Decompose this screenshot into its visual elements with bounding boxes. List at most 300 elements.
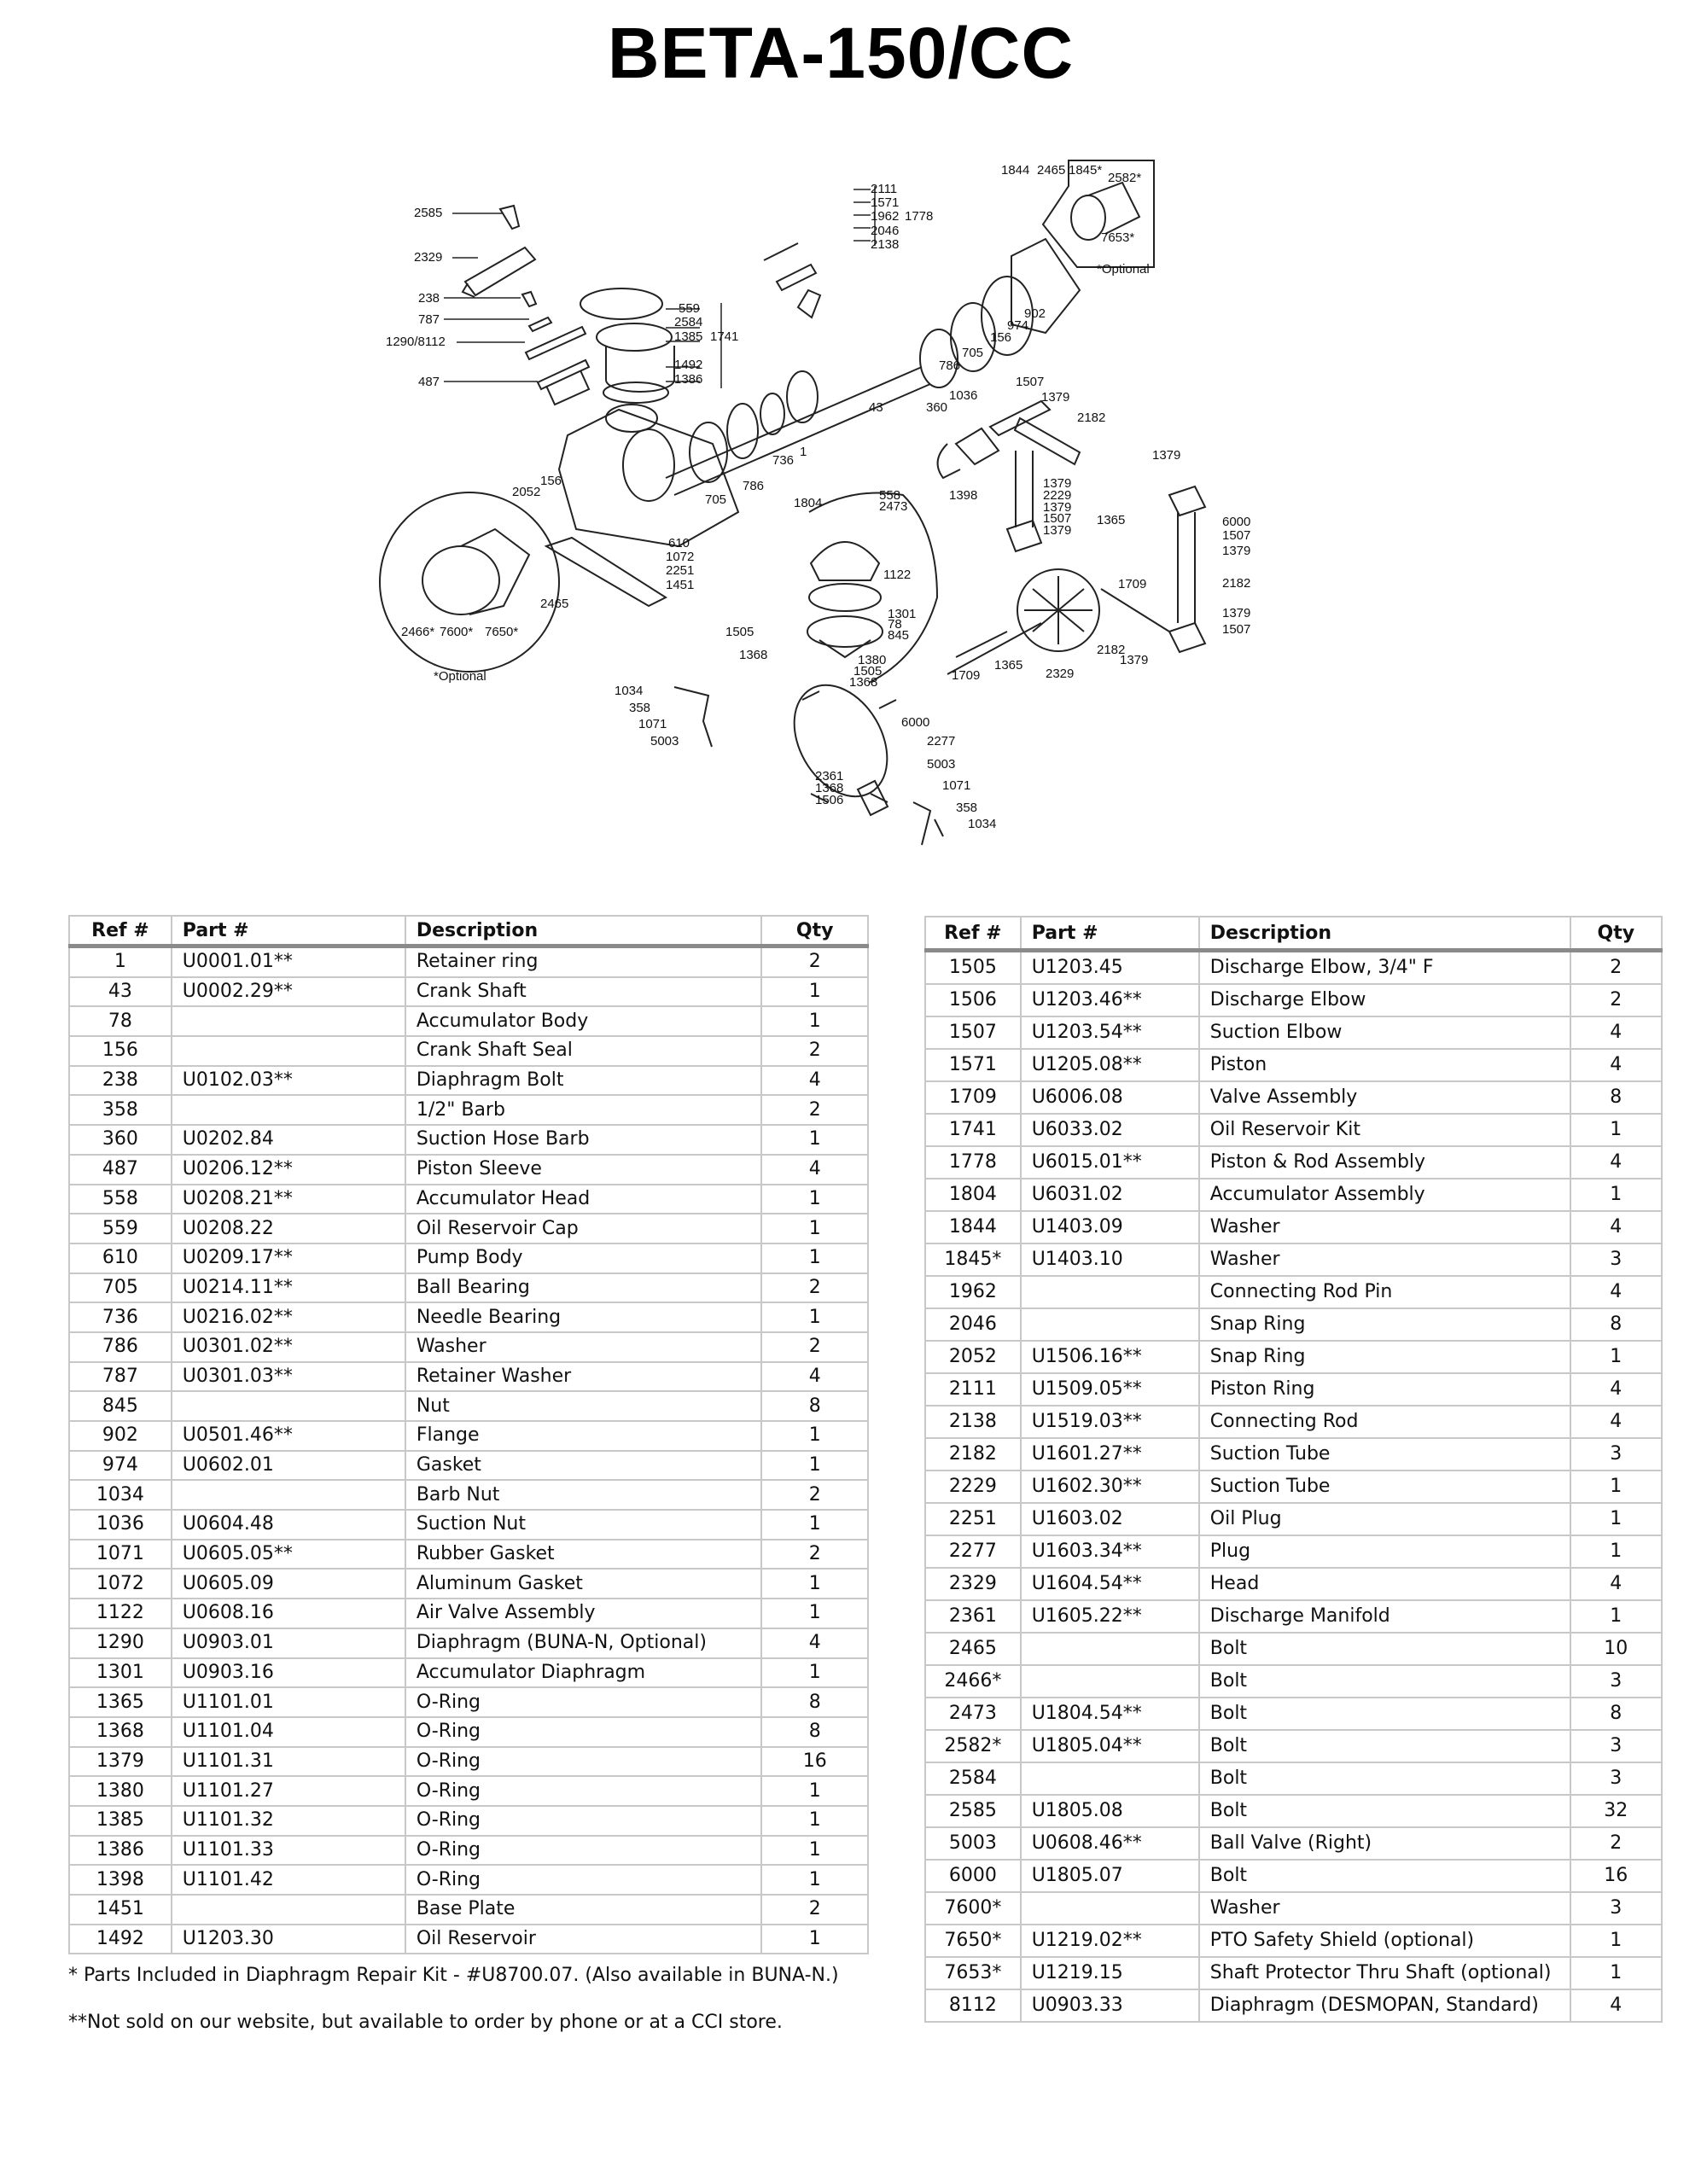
table-row xyxy=(69,1451,868,1481)
table-row xyxy=(925,1600,1662,1633)
table-row xyxy=(69,1214,868,1243)
cell-description: Ball Bearing xyxy=(405,1273,762,1303)
cell-qty: 1 xyxy=(1570,1114,1662,1146)
cell-description: Diaphragm Bolt xyxy=(405,1066,762,1096)
cell-part-number: U1604.54** xyxy=(1021,1568,1199,1600)
cell-part-number: U1804.54** xyxy=(1021,1698,1199,1730)
callout-group: 1778 xyxy=(905,209,934,224)
cell-qty: 1 xyxy=(761,1006,868,1036)
cell-description: PTO Safety Shield (optional) xyxy=(1199,1925,1570,1957)
cell-part-number xyxy=(172,1006,405,1036)
cell-part-number: U1219.15 xyxy=(1021,1957,1199,1989)
optional-circle xyxy=(380,492,559,672)
diaphragm-drawing xyxy=(526,327,586,359)
cell-qty: 4 xyxy=(1570,1373,1662,1406)
cell-part-number xyxy=(172,1480,405,1510)
cell-description: Washer xyxy=(1199,1211,1570,1243)
callout: 1507 xyxy=(1043,511,1072,526)
callout: 1071 xyxy=(942,778,971,793)
callout: 1507 xyxy=(1016,375,1045,389)
callout: 7600* xyxy=(440,625,474,639)
table-row xyxy=(925,1341,1662,1373)
cell-qty: 8 xyxy=(1570,1308,1662,1341)
table-row xyxy=(69,1125,868,1155)
cell-ref: 238 xyxy=(69,1066,172,1096)
cell-description: Accumulator Assembly xyxy=(1199,1179,1570,1211)
cell-ref: 1301 xyxy=(69,1658,172,1688)
callout: 1379 xyxy=(1152,448,1181,463)
cell-ref: 5003 xyxy=(925,1827,1021,1860)
cell-part-number: U1403.10 xyxy=(1021,1243,1199,1276)
cell-qty: 1 xyxy=(761,1836,868,1866)
cell-part-number xyxy=(1021,1762,1199,1795)
table-row xyxy=(69,1006,868,1036)
cell-part-number: U0605.05** xyxy=(172,1540,405,1570)
cell-ref: 7650* xyxy=(925,1925,1021,1957)
cell-ref: 1072 xyxy=(69,1569,172,1599)
cell-qty: 2 xyxy=(761,1036,868,1066)
table-row xyxy=(925,1633,1662,1665)
callout: 786 xyxy=(939,358,961,373)
cell-part-number: U0903.16 xyxy=(172,1658,405,1688)
cell-ref: 1571 xyxy=(925,1049,1021,1081)
cell-part-number: U0209.17** xyxy=(172,1243,405,1273)
cell-part-number xyxy=(172,1391,405,1421)
cell-ref: 1386 xyxy=(69,1836,172,1866)
table-row xyxy=(69,1421,868,1451)
table-row xyxy=(69,1273,868,1303)
cell-ref: 2466* xyxy=(925,1665,1021,1698)
cell-qty: 4 xyxy=(1570,1406,1662,1438)
cell-description: Accumulator Body xyxy=(405,1006,762,1036)
callout: 1845* xyxy=(1069,163,1103,178)
table-row xyxy=(925,1406,1662,1438)
cell-qty: 4 xyxy=(1570,1049,1662,1081)
cell-part-number: U1101.32 xyxy=(172,1806,405,1836)
cell-description: Bolt xyxy=(1199,1698,1570,1730)
cell-part-number: U0608.46** xyxy=(1021,1827,1199,1860)
table-row xyxy=(925,1827,1662,1860)
cell-description: Pump Body xyxy=(405,1243,762,1273)
optional-note: *Optional xyxy=(1097,262,1150,277)
cell-description: Bolt xyxy=(1199,1633,1570,1665)
cell-part-number: U1203.45 xyxy=(1021,951,1199,985)
cell-description: Rubber Gasket xyxy=(405,1540,762,1570)
table-row xyxy=(69,1747,868,1777)
cell-qty: 8 xyxy=(761,1687,868,1717)
cell-part-number: U0602.01 xyxy=(172,1451,405,1481)
cell-description: Discharge Elbow, 3/4" F xyxy=(1199,951,1570,985)
cell-qty: 4 xyxy=(1570,1276,1662,1308)
cell-qty: 10 xyxy=(1570,1633,1662,1665)
cell-description: Connecting Rod Pin xyxy=(1199,1276,1570,1308)
callout: 1379 xyxy=(1222,606,1251,620)
table-row xyxy=(925,1860,1662,1892)
table-row xyxy=(925,1568,1662,1600)
callout: 1368 xyxy=(815,781,844,795)
crank-shaft-drawing xyxy=(666,367,930,495)
suction-hose-barb-drawing xyxy=(938,444,960,478)
cell-description: Oil Reservoir Cap xyxy=(405,1214,762,1243)
discharge-elbow-drawing xyxy=(858,781,888,815)
cell-qty: 1 xyxy=(761,1925,868,1954)
cell-qty: 4 xyxy=(1570,1989,1662,2022)
callout: 1709 xyxy=(1118,577,1147,591)
cell-part-number: U1101.31 xyxy=(172,1747,405,1777)
cell-ref: 787 xyxy=(69,1362,172,1392)
callout: 2582* xyxy=(1108,171,1142,185)
cell-ref: 1844 xyxy=(925,1211,1021,1243)
callout: 1379 xyxy=(1041,390,1070,405)
callout: 1379 xyxy=(1222,544,1251,558)
callout: 7653* xyxy=(1101,230,1135,245)
cell-part-number: U1805.07 xyxy=(1021,1860,1199,1892)
cell-part-number: U6031.02 xyxy=(1021,1179,1199,1211)
col-header-description: Description xyxy=(1199,917,1570,951)
table-row xyxy=(69,1540,868,1570)
callout: 1365 xyxy=(994,658,1023,673)
cell-part-number xyxy=(1021,1892,1199,1925)
cell-description: O-Ring xyxy=(405,1687,762,1717)
callout: 786 xyxy=(743,479,765,493)
cell-ref: 902 xyxy=(69,1421,172,1451)
cell-ref: 156 xyxy=(69,1036,172,1066)
callout: 559 xyxy=(679,301,701,316)
callout: 1507 xyxy=(1222,622,1251,637)
col-header-ref: Ref # xyxy=(69,916,172,946)
cell-qty: 1 xyxy=(761,1243,868,1273)
table-row xyxy=(925,1308,1662,1341)
col-header-description: Description xyxy=(405,916,762,946)
table-row xyxy=(925,951,1662,985)
cell-description: Suction Elbow xyxy=(1199,1016,1570,1049)
callout: 1290/8112 xyxy=(386,335,446,349)
callout: 1506 xyxy=(815,793,844,807)
callout: 6000 xyxy=(1222,515,1251,529)
optional-note: *Optional xyxy=(434,669,486,684)
cell-ref: 2138 xyxy=(925,1406,1021,1438)
cell-part-number: U0903.33 xyxy=(1021,1989,1199,2022)
cell-description: Air Valve Assembly xyxy=(405,1599,762,1628)
table-row xyxy=(925,1471,1662,1503)
callout: 1368 xyxy=(739,648,768,662)
callout: 1492 xyxy=(674,358,703,372)
cell-part-number xyxy=(172,1095,405,1125)
cell-qty: 2 xyxy=(761,1332,868,1362)
cell-part-number: U1805.08 xyxy=(1021,1795,1199,1827)
cell-description: Bolt xyxy=(1199,1730,1570,1762)
cell-part-number: U1205.08** xyxy=(1021,1049,1199,1081)
callout: 2138 xyxy=(871,237,900,252)
cell-qty: 3 xyxy=(1570,1762,1662,1795)
cell-description: Bolt xyxy=(1199,1860,1570,1892)
cell-description: Flange xyxy=(405,1421,762,1451)
callout: 1962 xyxy=(871,209,900,224)
callout: 1451 xyxy=(666,578,695,592)
cell-part-number xyxy=(172,1895,405,1925)
cell-ref: 1036 xyxy=(69,1510,172,1540)
cell-ref: 1451 xyxy=(69,1895,172,1925)
cell-ref: 1398 xyxy=(69,1865,172,1895)
cell-part-number: U0102.03** xyxy=(172,1066,405,1096)
cell-part-number: U1605.22** xyxy=(1021,1600,1199,1633)
table-row xyxy=(925,1211,1662,1243)
bolt-238-drawing xyxy=(522,292,536,306)
callout: 1365 xyxy=(1097,513,1126,527)
callout: 43 xyxy=(869,400,883,415)
cell-ref: 974 xyxy=(69,1451,172,1481)
cell-description: Discharge Elbow xyxy=(1199,984,1570,1016)
footnote-not-sold-online: **Not sold on our website, but available to order by phone or at a CCI store. xyxy=(68,2012,783,2033)
cell-description: Washer xyxy=(405,1332,762,1362)
cell-part-number xyxy=(1021,1276,1199,1308)
callout: 2251 xyxy=(666,563,695,578)
callout: 2585 xyxy=(414,206,443,220)
cell-ref: 2585 xyxy=(925,1795,1021,1827)
cell-description: Plug xyxy=(1199,1535,1570,1568)
callout: 1380 xyxy=(858,653,887,667)
cell-part-number: U0001.01** xyxy=(172,946,405,977)
table-header-row xyxy=(69,916,868,946)
cell-description: Valve Assembly xyxy=(1199,1081,1570,1114)
cell-description: Nut xyxy=(405,1391,762,1421)
cell-description: Head xyxy=(1199,1568,1570,1600)
cell-ref: 1379 xyxy=(69,1747,172,1777)
cell-ref: 78 xyxy=(69,1006,172,1036)
cell-qty: 2 xyxy=(761,946,868,977)
cell-ref: 2473 xyxy=(925,1698,1021,1730)
callout: 7650* xyxy=(485,625,519,639)
sleeve-487-drawing xyxy=(538,360,589,405)
cell-ref: 786 xyxy=(69,1332,172,1362)
callout: 2229 xyxy=(1043,488,1072,503)
cell-ref: 1034 xyxy=(69,1480,172,1510)
callout: 156 xyxy=(990,330,1012,345)
table-row xyxy=(69,1628,868,1658)
callout: 1072 xyxy=(666,550,695,564)
table-row xyxy=(925,1373,1662,1406)
cell-qty: 1 xyxy=(761,1510,868,1540)
callout: 1034 xyxy=(968,817,997,831)
table-row xyxy=(925,1535,1662,1568)
cell-qty: 32 xyxy=(1570,1795,1662,1827)
cell-description: Shaft Protector Thru Shaft (optional) xyxy=(1199,1957,1570,1989)
callout: 1368 xyxy=(849,675,878,690)
table-row xyxy=(925,1243,1662,1276)
cell-ref: 1962 xyxy=(925,1276,1021,1308)
cell-ref: 1507 xyxy=(925,1016,1021,1049)
cell-part-number xyxy=(172,1036,405,1066)
cell-qty: 4 xyxy=(1570,1211,1662,1243)
table-row xyxy=(925,1146,1662,1179)
table-row xyxy=(69,1066,868,1096)
table-row xyxy=(925,1925,1662,1957)
cell-description: Piston Ring xyxy=(1199,1373,1570,1406)
cell-description: 1/2" Barb xyxy=(405,1095,762,1125)
cell-qty: 1 xyxy=(1570,1341,1662,1373)
callout: 156 xyxy=(540,474,562,488)
cell-qty: 8 xyxy=(761,1391,868,1421)
cell-ref: 2361 xyxy=(925,1600,1021,1633)
cell-part-number: U1509.05** xyxy=(1021,1373,1199,1406)
callout: 2046 xyxy=(871,224,900,238)
col-header-part: Part # xyxy=(1021,917,1199,951)
cell-description: Bolt xyxy=(1199,1665,1570,1698)
cell-ref: 1709 xyxy=(925,1081,1021,1114)
parts-table-right xyxy=(924,916,1663,2023)
cell-qty: 1 xyxy=(761,1776,868,1806)
callout: 1385 xyxy=(674,329,703,344)
cell-qty: 8 xyxy=(761,1717,868,1747)
cell-qty: 1 xyxy=(761,1451,868,1481)
table-row xyxy=(69,1687,868,1717)
cell-ref: 1505 xyxy=(925,951,1021,985)
cell-ref: 1368 xyxy=(69,1717,172,1747)
table-row xyxy=(69,1036,868,1066)
cell-ref: 487 xyxy=(69,1155,172,1185)
cell-ref: 1071 xyxy=(69,1540,172,1570)
cell-description: Aluminum Gasket xyxy=(405,1569,762,1599)
table-row xyxy=(925,1762,1662,1795)
cell-qty: 1 xyxy=(761,1185,868,1214)
diagram-labels xyxy=(386,163,1250,831)
bolt-2585-drawing xyxy=(500,206,519,229)
callout: 1071 xyxy=(638,717,667,731)
table-row xyxy=(925,1698,1662,1730)
cell-description: Suction Hose Barb xyxy=(405,1125,762,1155)
cell-part-number: U1203.30 xyxy=(172,1925,405,1954)
cell-qty: 1 xyxy=(761,1421,868,1451)
callout: 1505 xyxy=(725,625,754,639)
cell-description: Ball Valve (Right) xyxy=(1199,1827,1570,1860)
cell-description: Oil Plug xyxy=(1199,1503,1570,1535)
callout: 2465 xyxy=(540,597,569,611)
cell-part-number: U0206.12** xyxy=(172,1155,405,1185)
table-row xyxy=(925,1665,1662,1698)
cell-qty: 1 xyxy=(761,1125,868,1155)
cell-part-number: U0605.09 xyxy=(172,1569,405,1599)
callout: 1379 xyxy=(1120,653,1149,667)
cell-part-number: U1403.09 xyxy=(1021,1211,1199,1243)
parts-table-left-body xyxy=(69,946,868,1954)
cell-ref: 1122 xyxy=(69,1599,172,1628)
cell-description: O-Ring xyxy=(405,1717,762,1747)
cell-qty: 4 xyxy=(1570,1146,1662,1179)
cell-qty: 3 xyxy=(1570,1730,1662,1762)
table-row xyxy=(69,1717,868,1747)
table-row xyxy=(69,1391,868,1421)
cell-part-number: U1101.04 xyxy=(172,1717,405,1747)
table-row xyxy=(69,1836,868,1866)
cell-qty: 3 xyxy=(1570,1665,1662,1698)
cell-ref: 1804 xyxy=(925,1179,1021,1211)
table-row xyxy=(925,1503,1662,1535)
callout: 705 xyxy=(705,492,727,507)
callout: 1709 xyxy=(952,668,981,683)
callout: 1379 xyxy=(1043,500,1072,515)
cell-part-number: U1101.27 xyxy=(172,1776,405,1806)
cell-qty: 2 xyxy=(1570,1827,1662,1860)
cell-description: Connecting Rod xyxy=(1199,1406,1570,1438)
cell-qty: 4 xyxy=(761,1155,868,1185)
cell-description: Bolt xyxy=(1199,1795,1570,1827)
cell-qty: 1 xyxy=(761,1599,868,1628)
cell-part-number: U6033.02 xyxy=(1021,1114,1199,1146)
cell-qty: 1 xyxy=(761,1302,868,1332)
table-row xyxy=(69,1925,868,1954)
cell-qty: 2 xyxy=(761,1480,868,1510)
cell-description: Retainer ring xyxy=(405,946,762,977)
cell-qty: 1 xyxy=(1570,1179,1662,1211)
cell-ref: 1845* xyxy=(925,1243,1021,1276)
col-header-qty: Qty xyxy=(1570,917,1662,951)
cell-ref: 1 xyxy=(69,946,172,977)
callout: 1036 xyxy=(949,388,978,403)
ball-valve-left-drawing xyxy=(674,687,712,747)
cell-description: O-Ring xyxy=(405,1806,762,1836)
cell-part-number: U1101.33 xyxy=(172,1836,405,1866)
cell-description: Crank Shaft xyxy=(405,977,762,1007)
callout: 1 xyxy=(800,445,807,459)
callout: 2465 xyxy=(1037,163,1066,178)
table-row xyxy=(69,1185,868,1214)
cell-qty: 1 xyxy=(1570,1957,1662,1989)
callout: 705 xyxy=(962,346,984,360)
table-row xyxy=(69,1599,868,1628)
cell-qty: 4 xyxy=(761,1362,868,1392)
cell-qty: 1 xyxy=(1570,1503,1662,1535)
table-row xyxy=(69,1806,868,1836)
cell-description: Piston xyxy=(1199,1049,1570,1081)
callout: 6000 xyxy=(901,715,930,730)
callout: 2277 xyxy=(927,734,956,748)
cell-qty: 3 xyxy=(1570,1438,1662,1471)
callout: 2473 xyxy=(879,499,908,514)
cell-description: Discharge Manifold xyxy=(1199,1600,1570,1633)
cell-part-number: U0216.02** xyxy=(172,1302,405,1332)
parts-table-left xyxy=(68,915,869,1954)
table-row xyxy=(69,1480,868,1510)
cell-qty: 8 xyxy=(1570,1081,1662,1114)
cell-description: Accumulator Head xyxy=(405,1185,762,1214)
cell-part-number xyxy=(1021,1665,1199,1698)
cell-ref: 1290 xyxy=(69,1628,172,1658)
table-row xyxy=(925,1016,1662,1049)
washer-787-drawing xyxy=(529,317,551,331)
cell-qty: 1 xyxy=(761,1865,868,1895)
callout: 1398 xyxy=(949,488,978,503)
cell-part-number: U1203.46** xyxy=(1021,984,1199,1016)
cell-ref: 610 xyxy=(69,1243,172,1273)
callout-group: 1741 xyxy=(710,329,739,344)
table-row xyxy=(925,1114,1662,1146)
cell-part-number: U0208.22 xyxy=(172,1214,405,1243)
callout: 2329 xyxy=(414,250,443,265)
callout: 845 xyxy=(888,628,910,643)
callout: 1507 xyxy=(1222,528,1251,543)
cell-qty: 1 xyxy=(1570,1471,1662,1503)
cell-qty: 4 xyxy=(1570,1568,1662,1600)
cell-part-number: U1101.01 xyxy=(172,1687,405,1717)
cell-part-number: U0608.16 xyxy=(172,1599,405,1628)
cell-description: Piston & Rod Assembly xyxy=(1199,1146,1570,1179)
cell-ref: 1778 xyxy=(925,1146,1021,1179)
cell-part-number xyxy=(1021,1308,1199,1341)
cell-ref: 558 xyxy=(69,1185,172,1214)
cell-part-number: U1519.03** xyxy=(1021,1406,1199,1438)
table-row xyxy=(925,1730,1662,1762)
cell-part-number: U1203.54** xyxy=(1021,1016,1199,1049)
